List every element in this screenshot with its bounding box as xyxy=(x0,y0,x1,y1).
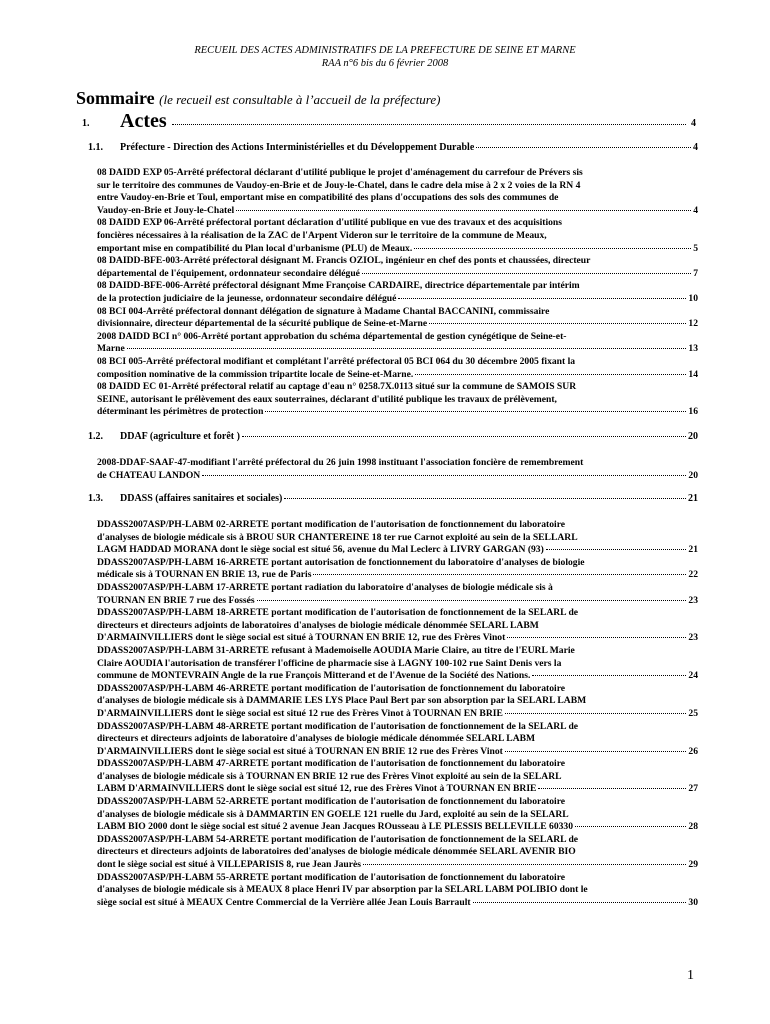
toc-entry-line: 2008-DDAF-SAAF-47-modifiant l'arrêté préfectoral du 26 juin 1998 instituant l'association foncière de remembrement xyxy=(97,457,584,468)
toc-section-page: 4 xyxy=(693,142,698,153)
toc-level1-page: 4 xyxy=(691,118,696,129)
toc-entry-last-line xyxy=(97,670,698,683)
toc-entry-page: 21 xyxy=(688,544,698,556)
toc-entry-last-line xyxy=(97,293,698,306)
toc-entry-text: D'ARMAINVILLIERS dont le siège social est situé 12 rue des Frères Vinot à TOURNAN EN BRIE xyxy=(97,707,503,719)
dot-leader xyxy=(538,788,686,789)
toc-entry[interactable] xyxy=(97,457,698,482)
toc-entry-line: Claire AOUDIA l'autorisation de transférer l'officine de pharmacie sise à LAGNY 100-102 rue Saint Denis vers la xyxy=(97,657,562,669)
toc-entry-line: DDASS2007ASP/PH-LABM 16-ARRETE portant autorisation de fonctionnement du laboratoire d'analyses de biologie xyxy=(97,556,585,568)
toc-entry-line: SEINE, autorisant le prélèvement des eaux souterraines, déclarant d'utilité publique les travaux de prélèvement, xyxy=(97,393,557,405)
toc-entry[interactable] xyxy=(97,280,698,305)
toc-entries-2 xyxy=(97,457,698,482)
toc-entry-text: composition nominative de la commission tripartite locale de Seine-et-Marne. xyxy=(97,368,414,380)
toc-entry-line: 08 BCI 004-Arrêté préfectoral donnant délégation de signature à Madame Chantal BACCANINI, commissaire xyxy=(97,305,550,317)
toc-entry[interactable] xyxy=(97,331,698,356)
toc-entry-last-line xyxy=(97,205,698,218)
toc-entry-line: DDASS2007ASP/PH-LABM 17-ARRETE portant radiation du laboratoire d'analyses de biologie médicale sis à xyxy=(97,581,553,593)
toc-entry-last-line xyxy=(97,243,698,256)
toc-level1-actes[interactable] xyxy=(76,110,698,130)
toc-entry-page: 20 xyxy=(688,469,698,481)
toc-entry-last-line xyxy=(97,595,698,608)
toc-entry-page: 23 xyxy=(688,632,698,644)
toc-entry-last-line xyxy=(97,406,698,419)
toc-entry-line: d'analyses de biologie médicale sis à DAMMARIE LES LYS Place Paul Bert par son absorption par la SELARL LABM xyxy=(97,695,587,707)
toc-entry-text: siège social est situé à MEAUX Centre Commercial de la Verrière allée Jean Louis Barrault xyxy=(97,896,471,908)
toc-entry-text: Marne xyxy=(97,343,125,355)
toc-entry-text: D'ARMAINVILLIERS dont le siège social est situé à TOURNAN EN BRIE 12 rue des Frères Vinot xyxy=(97,745,503,757)
toc-entry-line: DDASS2007ASP/PH-LABM 18-ARRETE portant modification de l'autorisation de fonctionnement de la SELARL de xyxy=(97,607,579,619)
toc-entry-line: DDASS2007ASP/PH-LABM 47-ARRETE portant modification de l'autorisation de fonctionnement du laboratoire xyxy=(97,758,566,770)
toc-entry-line: 2008 DAIDD BCI n° 006-Arrêté portant approbation du schéma départemental de gestion cynégétique de Seine-et- xyxy=(97,330,567,342)
toc-section-number: 1.3. xyxy=(88,493,103,504)
toc-entry-text: LABM D'ARMAINVILLIERS dont le siège social est situé 12, rue des Frères Vinot à TOURNAN EN BRIE xyxy=(97,783,537,795)
toc-entry-line: DDASS2007ASP/PH-LABM 31-ARRETE refusant à Mademoiselle AOUDIA Marie Claire, au titre de l'EURL Marie xyxy=(97,644,575,656)
toc-entry-last-line xyxy=(97,746,698,759)
toc-entry-text: LAGM HADDAD MORANA dont le siège social est situé 56, avenue du Mal Leclerc à LIVRY GARGAN (93) xyxy=(97,544,544,556)
toc-entry-line: DDASS2007ASP/PH-LABM 48-ARRETE portant modification de l'autorisation de fonctionnement de la SELARL de xyxy=(97,720,579,732)
toc-entry-text: de CHATEAU LANDON xyxy=(97,469,201,481)
toc-entry[interactable] xyxy=(97,721,698,759)
toc-entry-page: 10 xyxy=(688,292,698,304)
dot-leader xyxy=(415,374,686,375)
toc-entry-last-line xyxy=(97,859,698,872)
toc-entry-text: D'ARMAINVILLIERS dont le siège social est situé à TOURNAN EN BRIE 12, rue des Frères Vinot xyxy=(97,632,506,644)
toc-entry-line: 08 DAIDD-BFE-003-Arrêté préfectoral désignant M. Francis OZIOL, ingénieur en chef des ponts et chaussées, directeur xyxy=(97,255,591,267)
toc-section-number: 1.2. xyxy=(88,431,103,442)
dot-leader xyxy=(127,348,687,349)
sommaire-subtitle: (le recueil est consultable à l’accueil de la préfecture) xyxy=(159,92,441,107)
toc-entry-text: de la protection judiciaire de la jeunesse, ordonnateur secondaire délégué xyxy=(97,292,397,304)
dot-leader xyxy=(414,248,691,249)
toc-entry-last-line xyxy=(97,708,698,721)
toc-entry-page: 26 xyxy=(688,745,698,757)
toc-section-1[interactable] xyxy=(88,142,698,155)
toc-entry[interactable] xyxy=(97,217,698,255)
dot-leader xyxy=(532,675,686,676)
toc-entry[interactable] xyxy=(97,557,698,582)
toc-entry-line: DDASS2007ASP/PH-LABM 46-ARRETE portant modification de l'autorisation de fonctionnement du laboratoire xyxy=(97,682,566,694)
toc-section-3[interactable] xyxy=(88,493,698,506)
toc-section-title: DDAF (agriculture et forêt ) xyxy=(120,431,240,442)
toc-entry-line: entre Vaudoy-en-Brie et Toul, emportant mise en compatibilité des plans d'occupations des sols des communes de xyxy=(97,192,559,204)
toc-entry-line: d'analyses de biologie médicale sis à TOURNAN EN BRIE 12 rue des Frères Vinot exploité au sein de la SELARL xyxy=(97,770,562,782)
toc-entry[interactable] xyxy=(97,834,698,872)
toc-entries-3 xyxy=(97,519,698,909)
toc-entry[interactable] xyxy=(97,607,698,645)
toc-entry-last-line xyxy=(97,897,698,910)
toc-entry[interactable] xyxy=(97,306,698,331)
toc-entry[interactable] xyxy=(97,645,698,683)
dot-leader xyxy=(546,549,687,550)
toc-entry[interactable] xyxy=(97,796,698,834)
toc-entry-text: Vaudoy-en-Brie et Jouy-le-Chatel xyxy=(97,204,235,216)
toc-entry[interactable] xyxy=(97,356,698,381)
toc-entry-text: TOURNAN EN BRIE 7 rue des Fossés xyxy=(97,594,255,606)
dot-leader xyxy=(575,826,686,827)
dot-leader xyxy=(429,323,686,324)
dot-leader xyxy=(505,713,687,714)
dot-leader xyxy=(476,147,691,148)
toc-entry-line: d'analyses de biologie médicale sis à DAMMARTIN EN GOELE 121 ruelle du Jard, exploité au sein de la SELARL xyxy=(97,808,569,820)
toc-entry-line: DDASS2007ASP/PH-LABM 52-ARRETE portant modification de l'autorisation de fonctionnement du laboratoire xyxy=(97,796,566,808)
sommaire-heading xyxy=(76,88,440,110)
header-title: RECUEIL DES ACTES ADMINISTRATIFS DE LA PREFECTURE DE SEINE ET MARNE xyxy=(194,45,576,56)
dot-leader xyxy=(236,210,691,211)
toc-entry-line: foncières nécessaires à la réalisation de la ZAC de l'Arpent Videron sur le territoire de la commune de Meaux, xyxy=(97,229,547,241)
dot-leader xyxy=(265,411,686,412)
toc-entry-last-line xyxy=(97,268,698,281)
toc-entry-line: DDASS2007ASP/PH-LABM 55-ARRETE portant modification de l'autorisation de fonctionnement du laboratoire xyxy=(97,871,566,883)
toc-entry-text: commune de MONTEVRAIN Angle de la rue François Mitterand et de l'Avenue de la Société des Nations. xyxy=(97,670,531,682)
dot-leader xyxy=(363,864,686,865)
toc-entry[interactable] xyxy=(97,758,698,796)
toc-section-title: Préfecture - Direction des Actions Interministérielles et du Développement Durable xyxy=(120,142,475,153)
toc-entry-page: 7 xyxy=(693,267,698,279)
toc-entry-page: 14 xyxy=(688,368,698,380)
toc-entry-text: emportant mise en compatibilité du Plan local d'urbanisme (PLU) de Meaux. xyxy=(97,242,413,254)
toc-entry-page: 30 xyxy=(688,896,698,908)
toc-entry[interactable] xyxy=(97,582,698,607)
toc-entry-text: LABM BIO 2000 dont le siège social est situé 2 avenue Jean Jacques ROusseau à LE PLESSIS BELLEVILLE 60330 xyxy=(97,821,574,833)
toc-entry-page: 23 xyxy=(688,594,698,606)
toc-entry-page: 22 xyxy=(688,569,698,581)
toc-entry-page: 12 xyxy=(688,318,698,330)
toc-entry-text: départemental de l'équipement, ordonnateur secondaire délégué xyxy=(97,267,360,279)
toc-section-title: DDASS (affaires sanitaires et sociales) xyxy=(120,493,283,504)
toc-entry-page: 4 xyxy=(693,204,698,216)
toc-entry-line: 08 DAIDD EXP 06-Arrêté préfectoral portant déclaration d'utilité publique en vue des travaux et des acquisitions xyxy=(97,217,563,229)
toc-entry-line: d'analyses de biologie médicale sis à BROU SUR CHANTEREINE 18 ter rue Carnot exploité au sein de la SELLARL xyxy=(97,531,578,543)
toc-entry-line: directeurs et directeurs adjoints de laboratoires ded'analyses de biologie médicale dénommée SELARL AVENIR BIO xyxy=(97,846,576,858)
toc-entry-page: 29 xyxy=(688,859,698,871)
dot-leader xyxy=(507,637,686,638)
toc-entry-text: dont le siège social est situé à VILLEPARISIS 8, rue Jean Jaurès xyxy=(97,859,362,871)
dot-leader xyxy=(242,436,686,437)
toc-entry-line: 08 DAIDD EC 01-Arrêté préfectoral relatif au captage d'eau n° 0258.7X.0113 situé sur la commune de SAMOIS SUR xyxy=(97,381,577,393)
toc-entry-line: sur le territoire des communes de Vaudoy-en-Brie et de Jouy-le-Chatel, dans le cadre dela mise à 2 x 2 voies de la RN 4 xyxy=(97,179,581,191)
toc-entry-text: déterminant les périmètres de protection xyxy=(97,406,264,418)
dot-leader xyxy=(398,298,686,299)
toc-entry-line: 08 DAIDD-BFE-006-Arrêté préfectoral désignant Mme Françoise CARDAIRE, directrice départementale par intérim xyxy=(97,280,580,292)
toc-entry-last-line xyxy=(97,632,698,645)
toc-entry[interactable] xyxy=(97,683,698,721)
dot-leader xyxy=(313,574,686,575)
toc-entry-text: divisionnaire, directeur départemental de la sécurité publique de Seine-et-Marne xyxy=(97,318,428,330)
toc-section-number: 1.1. xyxy=(88,142,103,153)
dot-leader xyxy=(473,902,687,903)
toc-entry-line: d'analyses de biologie médicale sis à MEAUX 8 place Henri IV par absorption par la SELARL LABM POLIBIO dont le xyxy=(97,884,588,896)
toc-entry-page: 28 xyxy=(688,821,698,833)
toc-entry-line: 08 DAIDD EXP 05-Arrêté préfectoral déclarant d'utilité publique le projet d'aménagement du carrefour de Prévers sis xyxy=(97,167,583,178)
dot-leader xyxy=(172,124,686,125)
dot-leader xyxy=(362,273,691,274)
dot-leader xyxy=(505,751,687,752)
toc-entry[interactable] xyxy=(97,167,698,217)
toc-entry-last-line xyxy=(97,343,698,356)
dot-leader xyxy=(257,600,687,601)
toc-entry-last-line xyxy=(97,470,698,483)
toc-entry[interactable] xyxy=(97,255,698,280)
page-number: 1 xyxy=(687,968,694,983)
toc-entry[interactable] xyxy=(97,381,698,419)
toc-entry-line: directeurs et directeurs adjoints de laboratoire d'analyses de biologie médicale dénommée SELARL LABM xyxy=(97,733,536,745)
toc-entry-page: 13 xyxy=(688,343,698,355)
dot-leader xyxy=(202,475,686,476)
sommaire-title: Sommaire xyxy=(76,88,155,108)
header-subtitle: RAA n°6 bis du 6 février 2008 xyxy=(321,58,449,69)
toc-section-2[interactable] xyxy=(88,431,698,444)
toc-entry-page: 27 xyxy=(688,783,698,795)
toc-entry[interactable] xyxy=(97,872,698,910)
toc-section-page: 21 xyxy=(688,493,698,504)
toc-entry-line: directeurs et directeurs adjoints de laboratoires d'analyses de biologie médicale dénommée SELARL LABM xyxy=(97,619,539,631)
toc-entry-last-line xyxy=(97,369,698,382)
toc-entry-last-line xyxy=(97,544,698,557)
toc-entry-last-line xyxy=(97,821,698,834)
toc-entries-1 xyxy=(97,167,698,419)
toc-entry-last-line xyxy=(97,783,698,796)
toc-entry-text: médicale sis à TOURNAN EN BRIE 13, rue de Paris xyxy=(97,569,312,581)
toc-entry-last-line xyxy=(97,569,698,582)
toc-entry-line: 08 BCI 005-Arrêté préfectoral modifiant et complétant l'arrêté préfectoral 05 BCI 064 du 30 décembre 2005 fixant la xyxy=(97,355,576,367)
toc-level1-number: 1. xyxy=(82,118,90,129)
toc-entry-last-line xyxy=(97,318,698,331)
toc-entry-page: 24 xyxy=(688,670,698,682)
toc-section-page: 20 xyxy=(688,431,698,442)
toc-level1-title: Actes xyxy=(120,110,167,132)
toc-entry-page: 5 xyxy=(693,242,698,254)
dot-leader xyxy=(284,498,686,499)
toc-entry[interactable] xyxy=(97,519,698,557)
toc-entry-page: 25 xyxy=(688,707,698,719)
toc-entry-line: DDASS2007ASP/PH-LABM 54-ARRETE portant modification de l'autorisation de fonctionnement de la SELARL de xyxy=(97,833,579,845)
toc-entry-line: DDASS2007ASP/PH-LABM 02-ARRETE portant modification de l'autorisation de fonctionnement du laboratoire xyxy=(97,519,566,530)
toc-entry-page: 16 xyxy=(688,406,698,418)
